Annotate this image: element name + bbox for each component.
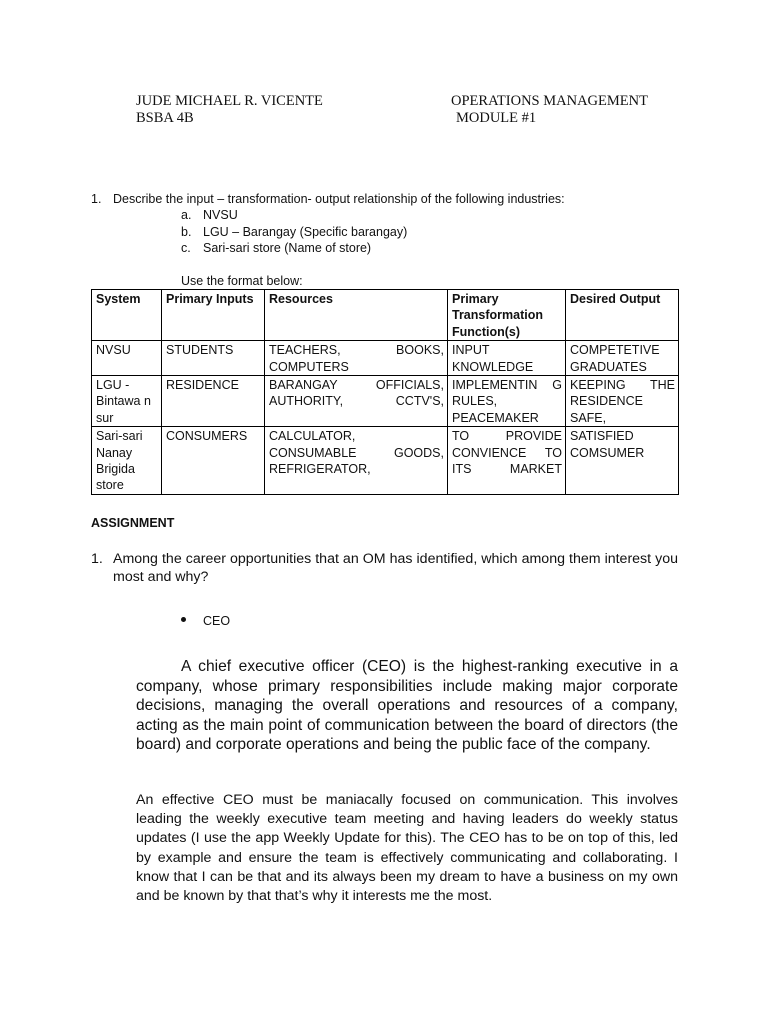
paragraph-ceo-reason: An effective CEO must be maniacally focused on communication. This involves leading the weekly executive team meeting and having leaders do weekly status updates (I use the app Weekly Update for this). The CEO has to be on top of this, led by example and ensure the team is effectively communicating and collaborating. I know that I can be that and its always been my dream to have a business on my own and be known by that that’s why it interests me the most. (136, 792, 678, 905)
table-cell: INPUT KNOWLEDGE (448, 341, 566, 376)
assignment-heading: ASSIGNMENT (91, 516, 175, 530)
table-cell: IMPLEMENTIN G RULES, PEACEMAKER (448, 376, 566, 427)
format-note: Use the format below: (181, 274, 303, 288)
student-name: JUDE MICHAEL R. VICENTE (136, 93, 323, 109)
table-cell: BARANGAY OFFICIALS, AUTHORITY, CCTV'S, (265, 376, 448, 427)
io-table (91, 289, 679, 495)
bullet-item: CEO (203, 614, 231, 628)
header-desired-output: Desired Output (566, 290, 679, 341)
list-item-marker: b. (181, 225, 192, 239)
table-row (92, 341, 679, 376)
table-cell: TO PROVIDE CONVIENCE TO ITS MARKET (448, 427, 566, 495)
table-cell: CALCULATOR, CONSUMABLE GOODS, REFRIGERATOR, (265, 427, 448, 495)
bullet-icon (181, 617, 186, 622)
list-item: LGU – Barangay (Specific barangay) (203, 225, 408, 239)
assignment-question: Among the career opportunities that an OM has identified, which among them interest you most and why? (113, 551, 678, 585)
table-header-row (92, 290, 679, 341)
header-resources: Resources (265, 290, 448, 341)
table-cell: RESIDENCE (162, 376, 265, 427)
table-cell: KEEPING THE RESIDENCE SAFE, (566, 376, 679, 427)
question-number: 1. (91, 192, 102, 206)
module-number: MODULE #1 (456, 110, 537, 126)
table-cell: NVSU (92, 341, 162, 376)
header-system: System (92, 290, 162, 341)
assignment-number: 1. (91, 551, 103, 567)
paragraph-ceo-definition: A chief executive officer (CEO) is the highest-ranking executive in a company, whose primary responsibilities include making major corporate decisions, managing the overall operations and resources of a company, acting as the main point of communication between the board of directors (the board) and corporate operations and being the public face of the company. (136, 658, 678, 753)
table-cell: STUDENTS (162, 341, 265, 376)
table-cell: SATISFIED COMSUMER (566, 427, 679, 495)
header-transformation: Primary Transformation Function(s) (448, 290, 566, 341)
table-cell: COMPETETIVE GRADUATES (566, 341, 679, 376)
table-cell: CONSUMERS (162, 427, 265, 495)
table-row (92, 376, 679, 427)
list-item: NVSU (203, 208, 238, 222)
table-cell: Sari-sari Nanay Brigida store (92, 427, 162, 495)
list-item-marker: c. (181, 241, 191, 255)
table-cell: LGU -Bintawa n sur (92, 376, 162, 427)
header-primary-inputs: Primary Inputs (162, 290, 265, 341)
list-item-marker: a. (181, 208, 192, 222)
question-text: Describe the input – transformation- output relationship of the following industries: (113, 192, 565, 206)
course-title: OPERATIONS MANAGEMENT (451, 93, 648, 109)
student-section: BSBA 4B (136, 110, 194, 126)
table-cell: TEACHERS, BOOKS, COMPUTERS (265, 341, 448, 376)
table-row (92, 427, 679, 495)
list-item: Sari-sari store (Name of store) (203, 241, 372, 255)
